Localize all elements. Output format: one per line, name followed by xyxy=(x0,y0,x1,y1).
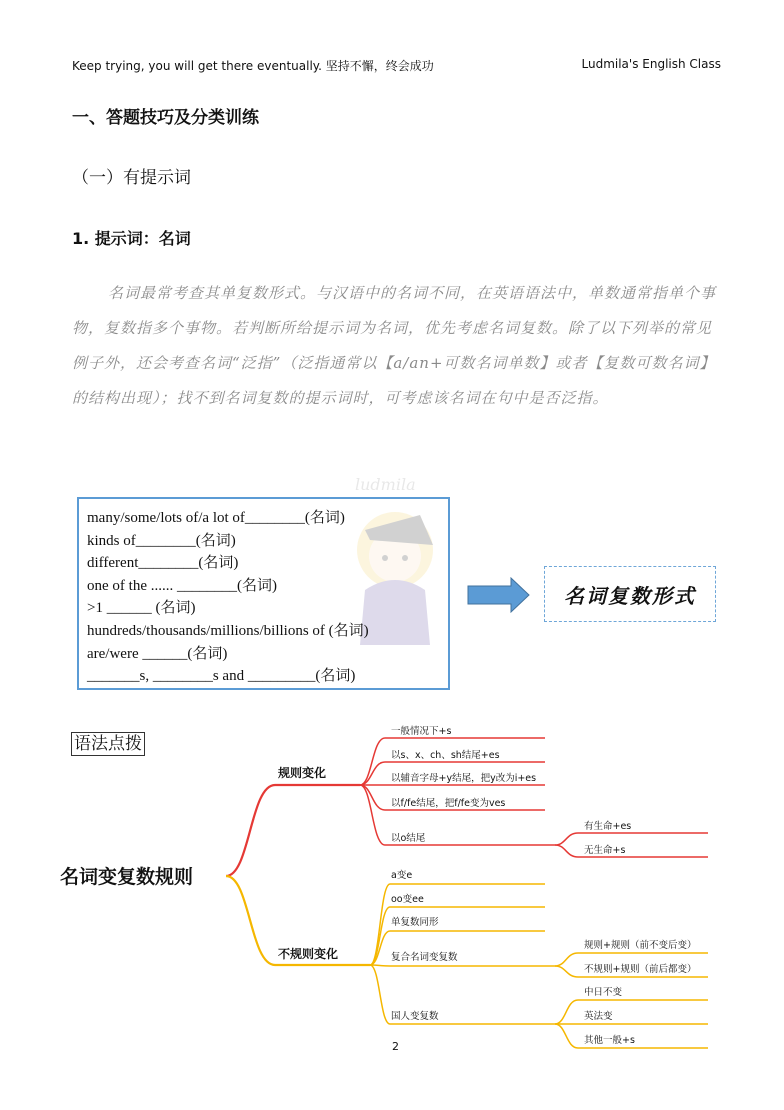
nation-sub-item: 其他一般+s xyxy=(584,1035,635,1046)
right-arrow-icon xyxy=(467,577,531,613)
compound-sub-item: 规则+规则（前不变后变） xyxy=(584,940,697,951)
header-class-name: Ludmila's English Class xyxy=(581,57,721,71)
irregular-item: oo变ee xyxy=(391,894,424,905)
cue-line: many/some/lots of/a lot of________(名词) xyxy=(87,510,345,526)
irregular-item: a变e xyxy=(391,870,413,881)
regular-item: 以o结尾 xyxy=(391,833,426,844)
branch-line-regular xyxy=(226,785,360,876)
page-number: 2 xyxy=(392,1040,399,1053)
mindmap-root: 名词变复数规则 xyxy=(60,866,194,888)
compound-sub-item: 不规则+规则（前后都变） xyxy=(584,964,697,975)
plural-rules-mindmap xyxy=(0,700,784,1060)
cue-line: hundreds/thousands/millions/billions of (名词) xyxy=(87,622,369,639)
irregular-item: 复合名词变复数 xyxy=(391,952,458,963)
cue-word-box xyxy=(77,497,450,690)
cue-line: are/were ______(名词) xyxy=(87,645,228,662)
nation-sub-item: 英法变 xyxy=(584,1011,613,1022)
regular-item: 一般情况下+s xyxy=(391,726,452,737)
o-sub-item: 有生命+es xyxy=(584,821,632,832)
nation-sub-item: 中日不变 xyxy=(584,987,623,998)
regular-item: 以f/fe结尾，把f/fe变为ves xyxy=(391,798,506,809)
subsection-title: （一）有提示词 xyxy=(72,168,191,188)
plural-form-box: 名词复数形式 xyxy=(544,566,716,622)
regular-item: 以辅音字母+y结尾，把y改为i+es xyxy=(391,773,537,784)
irregular-item: 国人变复数 xyxy=(391,1011,439,1022)
intro-paragraph: 名词最常考查其单复数形式。与汉语中的名词不同，在英语语法中，单数通常指单个事物，复数指多个事物。若判断所给提示词为名词，优先考虑名词复数。除了以下列举的常见例子外，还会考查名词“泛指”（泛指通常以【a/an+可数名词单数】或者【复数可数名词】的结构出现）；找不到名词复数的提示词时，可考虑该名词在句中是否泛指。 xyxy=(72,284,717,407)
o-sub-item: 无生命+s xyxy=(584,845,626,856)
irregular-label: 不规则变化 xyxy=(278,947,339,961)
regular-label: 规则变化 xyxy=(278,766,327,780)
grammar-tip-label: 语法点拨 xyxy=(71,732,145,756)
cue-line: _______s, ________s and _________(名词) xyxy=(87,668,356,685)
point-title: 1. 提示词：名词 xyxy=(72,229,191,248)
cue-line: one of the ...... ________(名词) xyxy=(87,577,277,594)
irregular-item: 单复数同形 xyxy=(391,917,439,928)
section-title: 一、答题技巧及分类训练 xyxy=(72,108,259,128)
cue-line: different________(名词) xyxy=(87,555,239,572)
watermark-text: ludmila xyxy=(355,475,416,494)
cue-line: kinds of________(名词) xyxy=(87,532,236,549)
regular-item: 以s、x、ch、sh结尾+es xyxy=(391,750,500,761)
header-motto: Keep trying, you will get there eventually. 坚持不懈，终会成功 xyxy=(72,59,434,73)
cue-line: >1 ______ (名词) xyxy=(87,600,196,617)
